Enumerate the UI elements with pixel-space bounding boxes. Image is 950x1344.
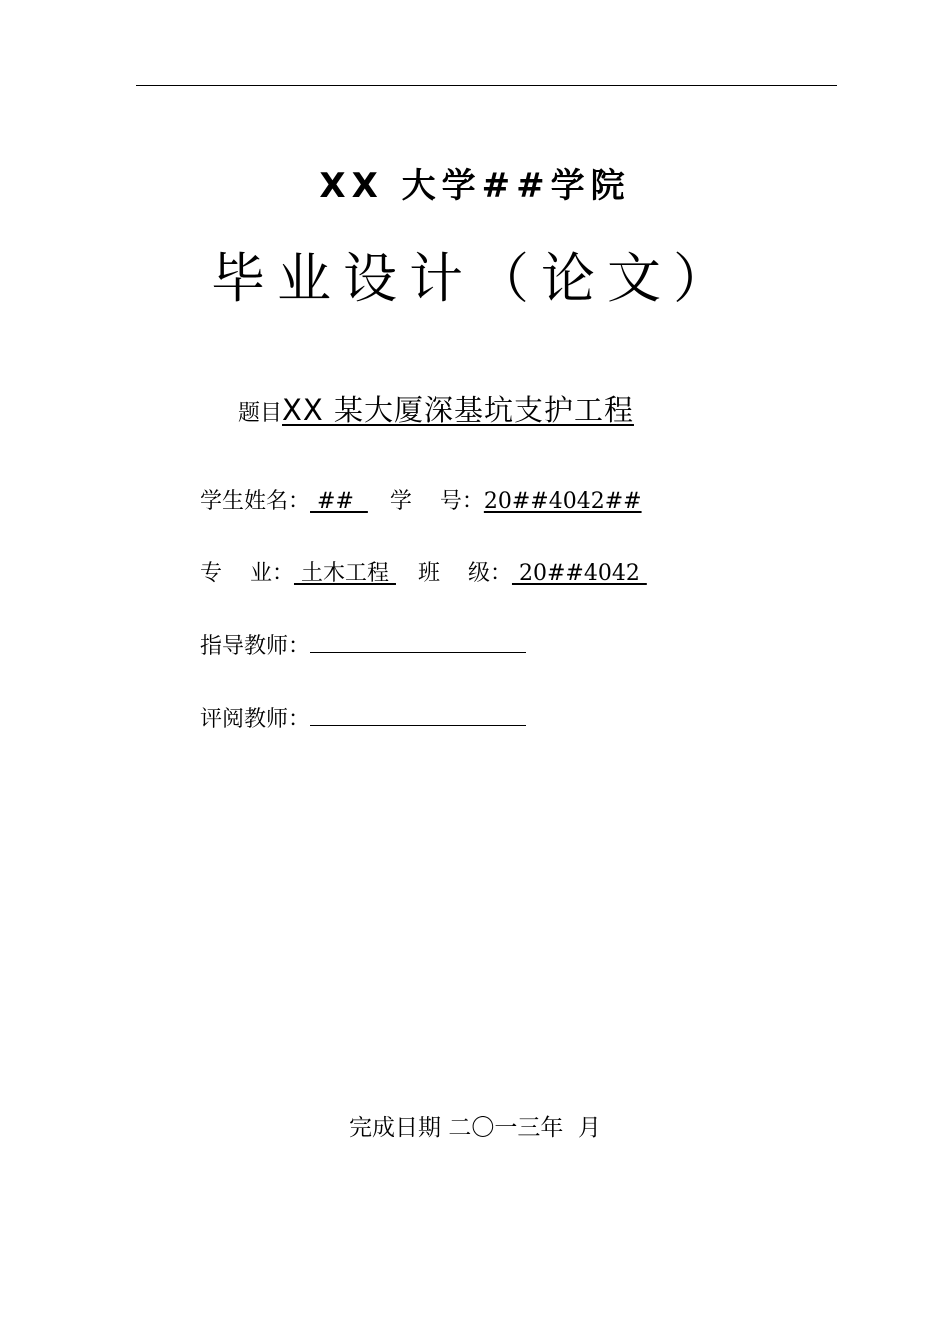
document-title: 毕业设计（论文） xyxy=(211,247,739,310)
student-id-value: 20##4042## xyxy=(483,489,642,514)
completion-value: 二〇一三年 月 xyxy=(448,1115,601,1141)
advisor-row xyxy=(200,629,526,660)
topic-value: XX 某大厦深基坑支护工程 xyxy=(282,393,634,427)
major-value: 土木工程 xyxy=(293,561,396,586)
major-label: 专 业： xyxy=(200,561,294,586)
topic-label: 题目 xyxy=(238,401,283,426)
class-value: 20##4042 xyxy=(511,561,647,586)
school-name: XX 大学##学院 xyxy=(319,166,631,206)
student-id-label: 学 号： xyxy=(389,489,484,514)
student-info-row xyxy=(200,484,642,515)
advisor-blank xyxy=(310,632,526,653)
class-label: 班 级： xyxy=(417,561,512,586)
reviewer-label: 评阅教师： xyxy=(200,707,311,732)
advisor-label: 指导教师： xyxy=(200,634,311,659)
topic-line xyxy=(238,388,634,429)
student-name-label: 学生姓名： xyxy=(200,489,311,514)
completion-label: 完成日期 xyxy=(349,1115,442,1141)
student-name-value: ## xyxy=(310,489,368,514)
reviewer-row xyxy=(200,702,526,733)
completion-date xyxy=(0,1109,950,1142)
header-rule xyxy=(136,85,837,86)
major-class-row xyxy=(200,556,647,587)
reviewer-blank xyxy=(310,705,526,726)
